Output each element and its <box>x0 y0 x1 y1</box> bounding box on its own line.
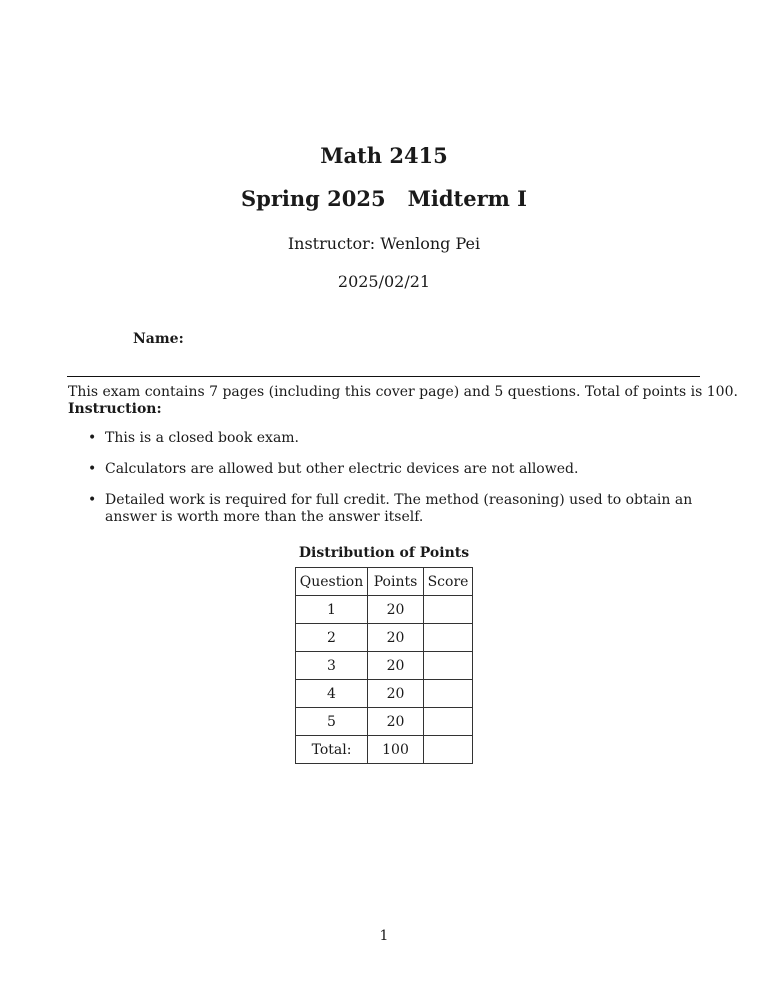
table-row <box>296 624 473 652</box>
points-cell: 20 <box>368 624 424 652</box>
exam-intro: This exam contains 7 pages (including this cover page) and 5 questions. Total of points is 100. <box>68 384 738 400</box>
total-score-cell[interactable] <box>424 736 473 764</box>
score-cell[interactable] <box>424 596 473 624</box>
total-label-cell: Total: <box>296 736 368 764</box>
points-cell: 20 <box>368 596 424 624</box>
table-caption: Distribution of Points <box>298 545 470 561</box>
instruction-list <box>68 430 702 540</box>
question-cell: 5 <box>296 708 368 736</box>
points-table <box>295 567 473 764</box>
points-cell: 20 <box>368 680 424 708</box>
instruction-item: • This is a closed book exam. <box>88 430 300 446</box>
header-points: Points <box>368 568 424 596</box>
horizontal-rule <box>67 376 700 377</box>
question-cell: 3 <box>296 652 368 680</box>
instruction-item: • Calculators are allowed but other electric devices are not allowed. <box>88 461 579 477</box>
table-row <box>296 680 473 708</box>
score-cell[interactable] <box>424 708 473 736</box>
page-number: 1 <box>379 928 389 944</box>
points-cell: 20 <box>368 652 424 680</box>
points-cell: 20 <box>368 708 424 736</box>
instruction-item: • Detailed work is required for full credit. The method (reasoning) used to obtain an answer is worth more than the answer itself. <box>88 492 693 525</box>
exam-subtitle <box>0 186 768 211</box>
question-cell: 4 <box>296 680 368 708</box>
table-total-row <box>296 736 473 764</box>
name-label: Name: <box>133 331 184 347</box>
exam-label: Midterm I <box>407 186 527 211</box>
instructor-line: Instructor: Wenlong Pei <box>287 234 481 253</box>
score-cell[interactable] <box>424 680 473 708</box>
header-question: Question <box>296 568 368 596</box>
table-header-row <box>296 568 473 596</box>
table-row <box>296 708 473 736</box>
course-title: Math 2415 <box>320 143 448 168</box>
table-row <box>296 652 473 680</box>
bullet-icon: • <box>88 461 97 477</box>
bullet-icon: • <box>88 492 97 508</box>
header-score: Score <box>424 568 473 596</box>
total-points-cell: 100 <box>368 736 424 764</box>
bullet-icon: • <box>88 430 97 446</box>
score-cell[interactable] <box>424 624 473 652</box>
question-cell: 2 <box>296 624 368 652</box>
score-cell[interactable] <box>424 652 473 680</box>
term-label: Spring 2025 <box>241 186 386 211</box>
question-cell: 1 <box>296 596 368 624</box>
exam-date: 2025/02/21 <box>337 272 431 291</box>
table-row <box>296 596 473 624</box>
instruction-heading: Instruction: <box>68 401 162 417</box>
